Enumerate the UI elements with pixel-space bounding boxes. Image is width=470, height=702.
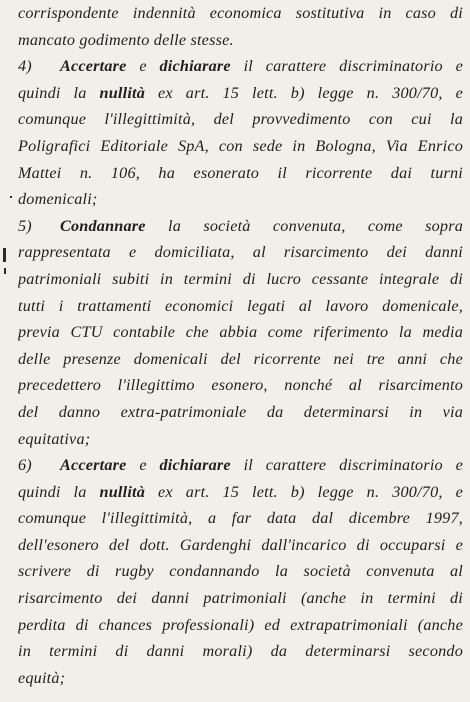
request-verb: dichiarare <box>159 57 231 76</box>
text-line: comunque l'illegittimità, a far data dal dicembre 1997, <box>18 509 463 528</box>
request-verb: Accertare <box>60 57 127 76</box>
text-line: Poligrafici Editoriale SpA, con sede in Bologna, Via Enrico <box>18 136 463 155</box>
paragraph-4-heading-line <box>18 53 463 80</box>
text-line: previa CTU contabile che abbia come riferimento la media <box>18 323 463 342</box>
text-line: dell'esonero del dott. Gardenghi dall'incarico di occuparsi e <box>18 535 463 554</box>
text-line: perdita di chances professionali) ed extrapatrimoniali (anche <box>18 615 463 634</box>
conjunction: e <box>139 57 147 76</box>
paragraph-number: 5) <box>18 216 32 235</box>
text-line: precedettero l'illegittimo esonero, nonché al risarcimento <box>18 376 463 395</box>
text-line: equità; <box>18 668 66 687</box>
text-line: comunque l'illegittimità, del provvedimento con cui la <box>18 110 463 129</box>
text-fragment: ex art. 15 lett. b) legge n. 300/70, e <box>158 482 463 501</box>
paragraph-number: 4) <box>18 57 32 76</box>
text-line <box>18 479 463 506</box>
keyword: nullità <box>99 482 146 501</box>
paragraph-number: 6) <box>18 456 32 475</box>
text-line <box>18 80 463 107</box>
text-line: patrimoniali subiti in termini di lucro cessante integrale di <box>18 269 463 288</box>
paragraph-6-heading-line <box>18 452 463 479</box>
text-line: del danno extra-patrimoniale da determinarsi in via <box>18 402 463 421</box>
text-fragment: il carattere discriminatorio e <box>243 57 463 76</box>
text-line: delle presenze domenicali del ricorrente nei tre anni che <box>18 349 463 368</box>
text-line: Mattei n. 106, ha esonerato il ricorrente dai turni <box>18 163 463 182</box>
scan-mark <box>4 268 6 274</box>
text-line: scrivere di rugby condannando la società convenuta al <box>18 562 463 581</box>
text-line: corrispondente indennità economica sostitutiva in caso di <box>18 4 463 22</box>
text-line: in termini di danni morali) da determinarsi secondo <box>18 642 463 661</box>
document-body <box>18 0 463 691</box>
text-fragment: quindi la <box>18 83 87 102</box>
scan-mark <box>10 196 12 198</box>
text-fragment: ex art. 15 lett. b) legge n. 300/70, e <box>158 83 463 102</box>
text-line: mancato godimento delle stesse. <box>18 30 234 49</box>
conjunction: e <box>139 456 147 475</box>
text-fragment: quindi la <box>18 482 87 501</box>
request-verb: Condannare <box>60 216 146 235</box>
text-line: tutti i trattamenti economici legati al lavoro domenicale, <box>18 296 463 315</box>
text-line: risarcimento dei danni patrimoniali (anche in termini di <box>18 589 463 608</box>
text-line: domenicali; <box>18 190 98 209</box>
text-line: rappresentata e domiciliata, al risarcimento dei danni <box>18 243 463 262</box>
scan-mark <box>3 248 6 262</box>
text-fragment: il carattere discriminatorio e <box>243 456 463 475</box>
request-verb: Accertare <box>60 456 127 475</box>
paragraph-5-heading-line <box>18 213 463 240</box>
text-line: equitativa; <box>18 429 91 448</box>
request-verb: dichiarare <box>159 456 231 475</box>
keyword: nullità <box>99 83 146 102</box>
text-fragment: la società convenuta, come sopra <box>168 216 463 235</box>
